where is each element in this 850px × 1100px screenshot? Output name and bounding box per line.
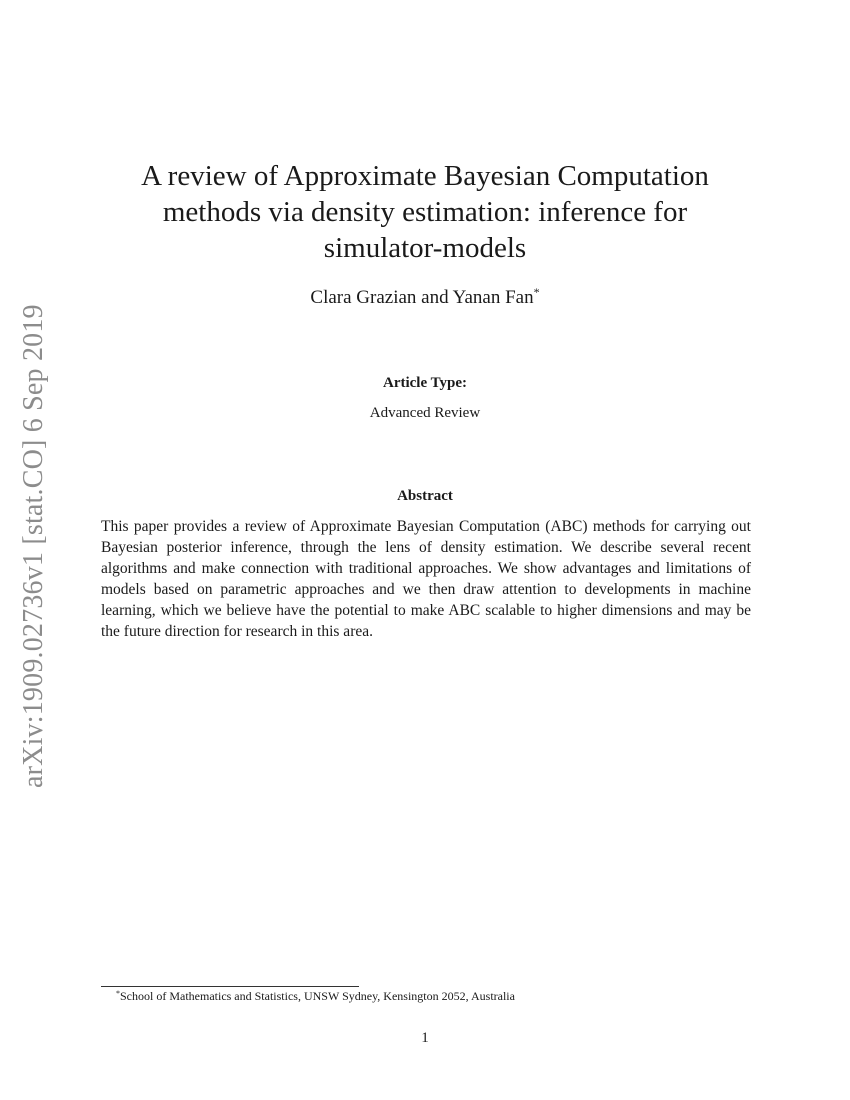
paper-title: A review of Approximate Bayesian Computation methods via density estimation: inference for simulator-models [141,160,709,264]
article-type-value: Advanced Review [369,405,481,421]
affiliation-footnote [116,988,756,1004]
author-footnote-mark: * [533,285,540,299]
author-line [120,286,730,310]
footnote-divider [101,986,359,987]
article-type-label: Article Type: [382,375,467,391]
author-names: Clara Grazian and Yanan Fan [310,287,534,308]
page-number: 1 [421,1030,429,1046]
arxiv-identifier-stamp: arXiv:1909.02736v1 [stat.CO] 6 Sep 2019 [18,304,49,788]
abstract-heading: Abstract [397,488,453,504]
footnote-mark: * [116,989,120,998]
footnote-text: School of Mathematics and Statistics, UNSW Sydney, Kensington 2052, Australia [120,989,515,1003]
abstract-text: This paper provides a review of Approximate Bayesian Computation (ABC) methods for carrying out Bayesian posterior inference, through the lens of density estimation. We describe several recent algorithms and make connection with traditional approaches. We show advantages and limitations of models based on parametric approaches and we then draw attention to developments in machine learning, which we believe have the potential to make ABC scalable to higher dimensions and may be the future direction for research in this area. [101,518,751,640]
